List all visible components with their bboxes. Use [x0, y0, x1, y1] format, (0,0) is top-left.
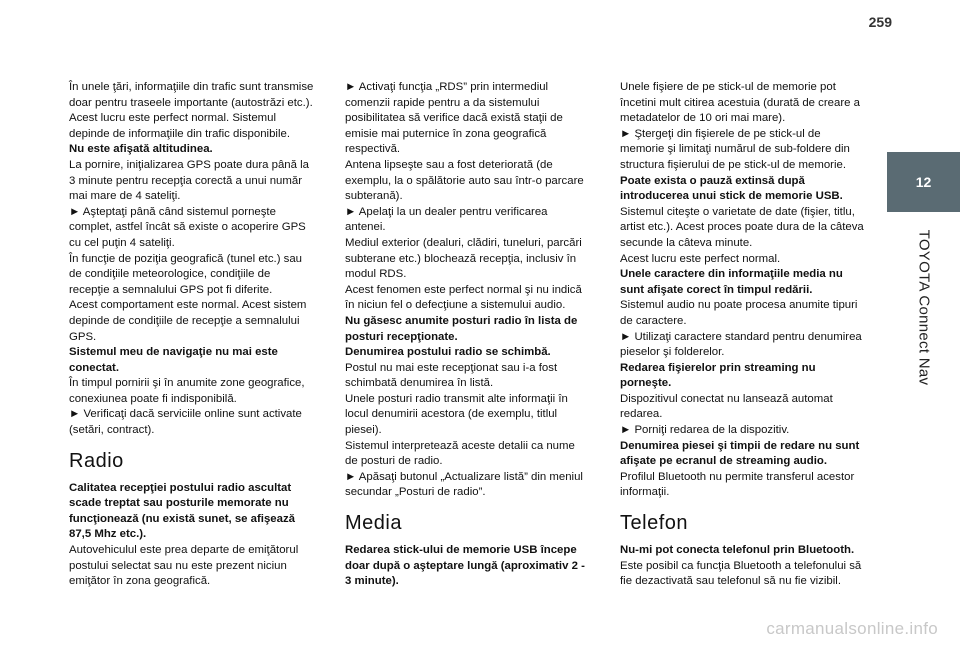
- body-paragraph: ► Activaţi funcţia „RDS” prin intermediul comenzii rapide pentru a da sistemului posibilitatea să verifice dacă există staţii de emisie mai puternice în zona geografică respectivă.: [345, 81, 563, 156]
- section-heading: Telefon: [620, 512, 688, 535]
- text-column-2: [345, 80, 590, 590]
- body-paragraph: Dispozitivul conectat nu lansează automat redarea.: [620, 392, 833, 421]
- body-paragraph: În funcţie de poziţia geografică (tunel etc.) sau de condiţiile meteorologice, condiţiile de recepţie a semnalului GPS pot fi diferite.: [69, 252, 303, 296]
- chapter-title: [887, 212, 960, 402]
- body-paragraph: Sistemul audio nu poate procesa anumite tipuri de caractere.: [620, 299, 858, 327]
- page-number: 259: [868, 14, 892, 30]
- question-heading: Denumirea piesei şi timpii de redare nu sunt afişate pe ecranul de streaming audio.: [620, 439, 860, 468]
- body-paragraph: Este posibil ca funcţia Bluetooth a telefonului să fie dezactivată sau telefonul să nu fie vizibil.: [620, 559, 862, 588]
- body-paragraph: ► Apăsaţi butonul „Actualizare listă” din meniul secundar „Posturi de radio”.: [345, 470, 583, 499]
- body-paragraph: În unele ţări, informaţiile din trafic sunt transmise doar pentru traseele importante (autostrăzi etc.).: [69, 81, 314, 109]
- body-paragraph: Sistemul interpretează aceste detalii ca nume de posturi de radio.: [345, 439, 575, 468]
- body-paragraph: Mediul exterior (dealuri, clădiri, tuneluri, parcări subterane etc.) blochează recepţia, inclusiv în modul RDS.: [345, 236, 582, 281]
- question-heading: Denumirea postului radio se schimbă.: [345, 346, 551, 359]
- body-paragraph: ► Verificaţi dacă serviciile online sunt activate (setări, contract).: [69, 408, 302, 437]
- question-heading: Redarea fişierelor prin streaming nu porneşte.: [620, 361, 816, 390]
- body-paragraph: Acest comportament este normal. Acest sistem depinde de condiţiile de recepţie a semnalului GPS.: [69, 299, 307, 343]
- question-heading: Redarea stick-ului de memorie USB începe doar după o aşteptare lungă (aproximativ 2 - 3 minute).: [345, 544, 585, 588]
- body-paragraph: Unele posturi radio transmit alte informaţii în locul denumirii acestora (de exemplu, titlul piesei).: [345, 392, 568, 437]
- body-paragraph: ► Aşteptaţi până când sistemul porneşte complet, astfel încât să existe o acoperire GPS cu cel puţin 4 sateliţi.: [69, 205, 306, 249]
- body-paragraph: Autovehiculul este prea departe de emiţătorul postului selectat sau nu este prezent niciun emiţător în zona geografică.: [69, 544, 299, 588]
- body-paragraph: În timpul pornirii şi în anumite zone geografice, conexiunea poate fi indisponibilă.: [69, 377, 305, 405]
- text-column-3: [620, 80, 865, 590]
- body-paragraph: Unele fişiere de pe stick-ul de memorie pot încetini mult citirea acestuia (durată de creare a metadatelor de 10 ori mai mare).: [620, 81, 860, 125]
- body-paragraph: ► Apelaţi la un dealer pentru verificarea antenei.: [345, 205, 548, 234]
- chapter-tab[interactable]: [887, 152, 960, 212]
- body-paragraph: Sistemul citeşte o varietate de date (fişier, titlu, artist etc.). Acest proces poate dura de la câteva secunde la câteva minute.: [620, 205, 864, 249]
- body-paragraph: ► Utilizaţi caractere standard pentru denumirea pieselor şi folderelor.: [620, 330, 862, 359]
- question-heading: Sistemul meu de navigaţie nu mai este conectat.: [69, 346, 278, 374]
- question-heading: Nu-mi pot conecta telefonul prin Bluetooth.: [620, 544, 855, 557]
- watermark: carmanualsonline.info: [766, 619, 938, 638]
- chapter-title-text: TOYOTA Connect Nav: [915, 229, 932, 385]
- question-heading: Nu este afişată altitudinea.: [69, 143, 213, 156]
- body-paragraph: Acest lucru este perfect normal. Sistemul depinde de informaţiile din trafic disponibile.: [69, 112, 290, 140]
- body-paragraph: Acest fenomen este perfect normal şi nu indică în niciun fel o defecţiune a sistemului audio.: [345, 283, 582, 312]
- chapter-number: 12: [915, 174, 932, 190]
- body-paragraph: ► Ştergeţi din fişierele de pe stick-ul de memorie şi limitaţi numărul de sub-foldere din structura fişierului de pe stick-ul de memorie.: [620, 127, 850, 171]
- body-paragraph: Acest lucru este perfect normal.: [620, 252, 781, 265]
- body-paragraph: ► Porniţi redarea de la dispozitiv.: [620, 424, 790, 437]
- text-column-1: [69, 80, 314, 590]
- section-heading: Radio: [69, 449, 124, 472]
- body-paragraph: Postul nu mai este recepţionat sau i-a fost schimbată denumirea în listă.: [345, 361, 558, 390]
- section-heading: Media: [345, 512, 402, 535]
- question-heading: Calitatea recepţiei postului radio ascultat scade treptat sau posturile memorate nu funcţionează (nu există sunet, se afişează 87,5 Mhz etc.).: [69, 481, 295, 541]
- body-paragraph: Profilul Bluetooth nu permite transferul acestor informaţii.: [620, 470, 855, 499]
- question-heading: Nu găsesc anumite posturi radio în lista de posturi recepţionate.: [345, 314, 578, 343]
- question-heading: Unele caractere din informaţiile media nu sunt afişate corect în timpul redării.: [620, 268, 843, 296]
- question-heading: Poate exista o pauză extinsă după introducerea unui stick de memorie USB.: [620, 174, 843, 203]
- body-paragraph: La pornire, iniţializarea GPS poate dura până la 3 minute pentru recepţia corectă a unui număr mai mare de 4 sateliţi.: [69, 158, 309, 203]
- body-paragraph: Antena lipseşte sau a fost deteriorată (de exemplu, la o spălătorie auto sau într-o parcare subterană).: [345, 158, 584, 203]
